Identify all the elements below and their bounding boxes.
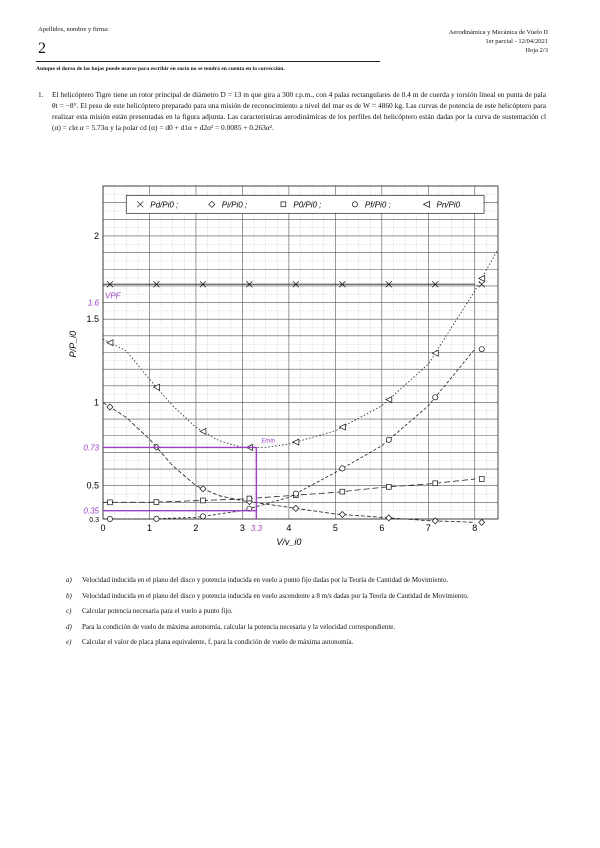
page-number: 2 bbox=[38, 40, 46, 57]
legend-label: Pi/Pi0 ; bbox=[221, 200, 248, 210]
exam-date: 1er parcial - 12/04/2021 bbox=[485, 38, 548, 45]
back-page-note: Aunque el dorso de las hojas puede usarse para escribir en sucio no se tendrá en cuenta en la corrección. bbox=[36, 66, 285, 72]
x-tick-label: 2 bbox=[193, 523, 199, 533]
sheet-number: Hoja 2/3 bbox=[525, 47, 548, 54]
y-axis-label: P/P_i0 bbox=[68, 330, 78, 358]
data-point-diamond bbox=[200, 486, 206, 492]
data-point-diamond bbox=[293, 505, 299, 511]
y-tick-label: 2 bbox=[93, 230, 99, 241]
x-tick-label: 8 bbox=[472, 523, 478, 533]
data-point-circle bbox=[479, 347, 484, 352]
x-tick-label: 3 bbox=[239, 523, 245, 533]
question-label: a) bbox=[66, 576, 72, 584]
annot-vpf: VPF bbox=[105, 291, 121, 301]
x-tick-label: 5 bbox=[332, 523, 338, 533]
course-name: Aerodinámica y Mecánica de Vuelo II bbox=[448, 29, 548, 36]
x-axis-label: V/v_i0 bbox=[276, 537, 302, 547]
data-point-square bbox=[281, 202, 286, 207]
data-point-triangle bbox=[432, 350, 438, 356]
data-point-triangle bbox=[386, 397, 392, 403]
data-point-diamond bbox=[339, 512, 345, 518]
data-point-x bbox=[479, 281, 485, 287]
data-point-square bbox=[108, 500, 113, 505]
y-tick-label: 0.5 bbox=[86, 480, 99, 491]
data-point-circle bbox=[200, 514, 205, 519]
data-point-square bbox=[479, 477, 484, 482]
data-point-diamond bbox=[386, 515, 392, 521]
question-item bbox=[68, 575, 548, 587]
x-tick-label: 6 bbox=[379, 523, 385, 533]
annot-1-6: 1.6 bbox=[87, 298, 99, 308]
chart-legend bbox=[126, 195, 484, 213]
question-label: e) bbox=[66, 638, 72, 646]
question-text: Velocidad inducida en el plano del disco y potencia inducida en vuelo a punto fijo dadas por la Teoría de Cantidad de Movimiento. bbox=[82, 576, 449, 584]
data-point-triangle bbox=[200, 428, 206, 434]
data-point-circle bbox=[107, 516, 112, 521]
x-tick-label: 0 bbox=[100, 523, 106, 533]
annot-3-3: 3.3 bbox=[250, 524, 262, 533]
annot-emin: Emin bbox=[261, 438, 276, 445]
question-text: Calcular potencia necesaria para el vuelo a punto fijo. bbox=[82, 607, 233, 615]
question-text: Calcular el valor de placa plana equivalente, f, para la condición de vuelo de máxima autonomía. bbox=[82, 638, 354, 646]
question-item bbox=[68, 622, 548, 634]
marker-line-high bbox=[103, 447, 256, 519]
data-point-square bbox=[201, 498, 206, 503]
question-label: b) bbox=[66, 591, 72, 600]
chart-ticks bbox=[86, 231, 477, 533]
data-point-diamond bbox=[107, 404, 113, 410]
data-point-circle bbox=[386, 437, 391, 442]
question-label: d) bbox=[66, 622, 72, 631]
name-signature-label: Apellidos, nombre y firma: bbox=[38, 26, 109, 33]
data-point-circle bbox=[154, 516, 159, 521]
y-tick-label: 1 bbox=[93, 397, 99, 408]
question-text: Velocidad inducida en el plano del disco y potencia inducida en vuelo ascendente a 8 m/s dadas por la Teoría de Cantidad de Movimiento. bbox=[82, 591, 469, 600]
legend-label: Pf/Pi0 ; bbox=[364, 200, 391, 210]
question-list bbox=[68, 575, 548, 653]
x-tick-label: 4 bbox=[286, 523, 292, 533]
legend-label: P0/Pi0 ; bbox=[293, 200, 322, 210]
question-label: c) bbox=[66, 607, 72, 615]
data-point-circle bbox=[293, 491, 298, 496]
question-item bbox=[68, 591, 548, 603]
data-point-square bbox=[386, 484, 391, 489]
annot-0-73: 0.73 bbox=[83, 443, 99, 453]
data-point-triangle bbox=[479, 275, 485, 281]
data-point-circle bbox=[433, 395, 438, 400]
y-tick-label: 0.3 bbox=[89, 517, 99, 524]
data-point-square bbox=[154, 500, 159, 505]
data-point-triangle bbox=[107, 340, 113, 346]
data-point-triangle bbox=[339, 424, 345, 430]
question-item bbox=[68, 637, 548, 649]
question-text: Para la condición de vuelo de máxima autonomía, calcular la potencia necesaria y la velocidad correspondiente. bbox=[82, 622, 396, 631]
data-point-square bbox=[247, 496, 252, 501]
problem-text: El helicóptero Tigre tiene un rotor principal de diámetro D = 13 m que gira a 300 r.p.m., con 4 palas rectangulares de 0.4 m de cuerda y torsión lineal en punta de pala θt = −8°. El peso de este helicóptero preparado para una misión de reconocimiento a nivel del mar es de W = 4860 kg. Las curvas de potencia de este helicóptero para realizar esta misión están presentadas en la figura adjunta. Las características aerodinámicas de los perfiles del helicóptero están dadas por la curva de sustentación cl (α) = clα α = 5.73α y la polar cd (α) = d0 + d1α + d2α² = 0.0085 + 0.263α². bbox=[52, 90, 546, 132]
data-point-circle bbox=[352, 202, 357, 207]
problem-number: 1. bbox=[38, 90, 44, 99]
x-tick-label: 1 bbox=[146, 523, 152, 533]
y-tick-label: 1.5 bbox=[86, 314, 99, 325]
question-item bbox=[68, 606, 548, 618]
data-point-circle bbox=[340, 466, 345, 471]
legend-label: Pn/Pi0 bbox=[436, 200, 461, 210]
data-point-square bbox=[433, 481, 438, 486]
legend-label: Pd/Pi0 ; bbox=[150, 200, 179, 210]
x-tick-label: 7 bbox=[425, 523, 431, 533]
data-point-square bbox=[340, 489, 345, 494]
data-point-diamond bbox=[479, 519, 485, 525]
chart-grid bbox=[103, 186, 498, 519]
annot-0-35: 0.35 bbox=[83, 506, 99, 516]
